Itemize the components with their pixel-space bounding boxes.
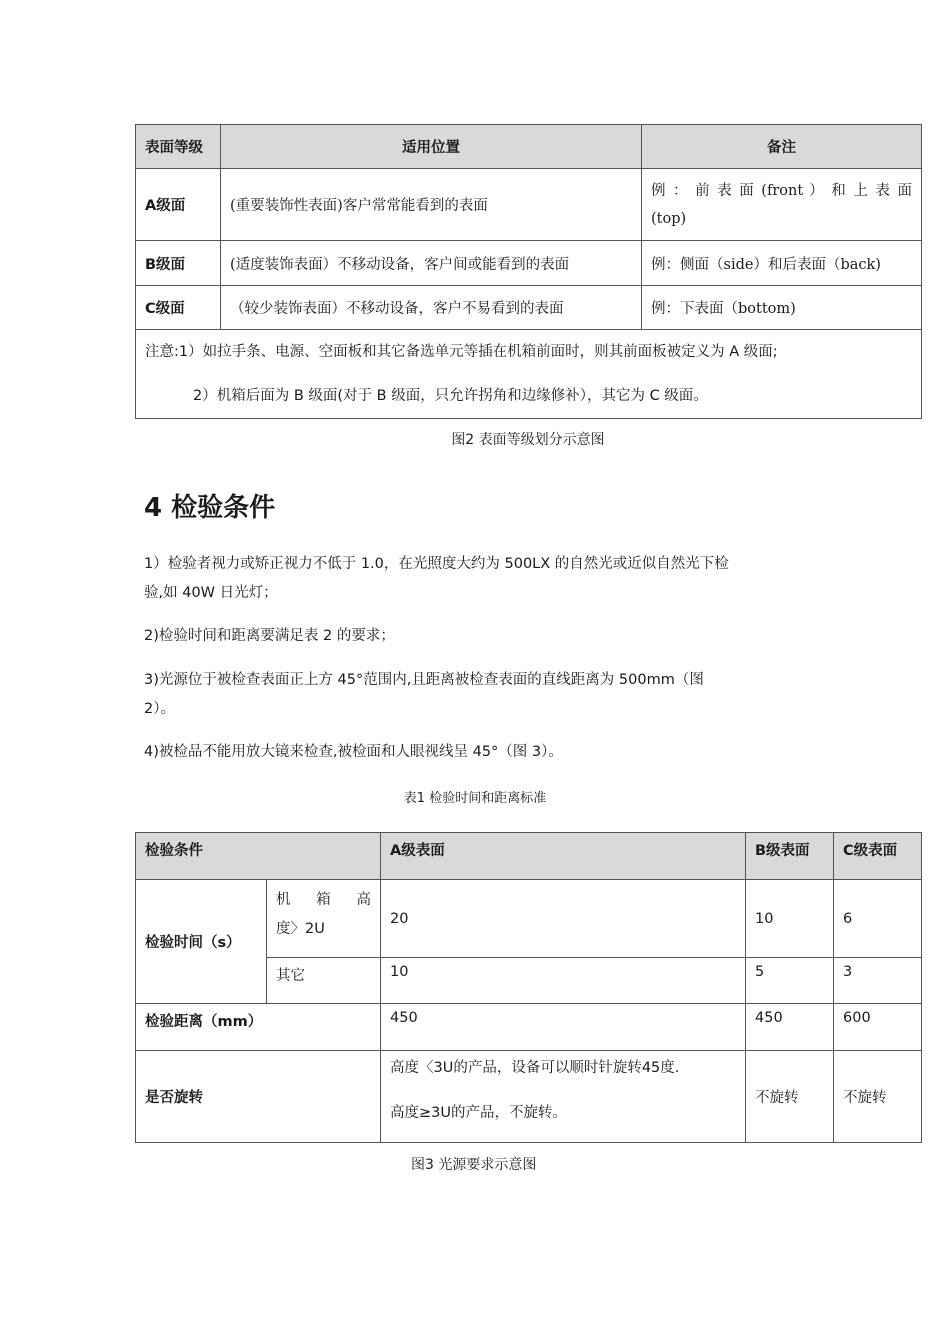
paragraph <box>144 666 844 724</box>
header-note: 备注 <box>642 125 922 169</box>
sub-condition <box>267 880 381 958</box>
note-text: 注意:1）如拉手条、电源、空面板和其它备选单元等插在机箱前面时，则其前面板被定义为 A 级面; <box>145 344 778 360</box>
figure-caption: 图3 光源要求示意图 <box>411 1157 537 1173</box>
table-row <box>136 241 922 286</box>
inspection-table <box>135 832 922 1143</box>
position-cell: (适度装饰表面）不移动设备，客户间或能看到的表面 <box>221 241 642 286</box>
grade-cell: B级面 <box>136 241 221 286</box>
surface-grade-table <box>135 124 922 419</box>
value-cell: 6 <box>834 880 922 958</box>
paragraph-line: 1）检验者视力或矫正视力不低于 1.0，在光照度大约为 500LX 的自然光或近似自然光下检 <box>144 556 729 572</box>
note-cell: 例：侧面（side）和后表面（back) <box>642 241 922 286</box>
value-cell: 5 <box>746 958 834 1004</box>
distance-label: 检验距离（mm） <box>136 1004 381 1051</box>
note-line: (top) <box>651 210 687 227</box>
value-cell: 3 <box>834 958 922 1004</box>
grade-cell: A级面 <box>136 169 221 241</box>
table-row <box>136 880 922 958</box>
paragraph: 4)被检品不能用放大镜来检查,被检面和人眼视线呈 45°（图 3）。 <box>144 744 563 760</box>
note-text: 2）机箱后面为 B 级面(对于 B 级面，只允许拐角和边缘修补），其它为 C 级面。 <box>193 388 708 404</box>
paragraph <box>144 550 844 608</box>
value-cell: 450 <box>381 1004 746 1051</box>
table-note <box>136 330 922 419</box>
rotate-cell <box>381 1051 746 1143</box>
sub-condition-line: 机 箱 高 <box>276 892 371 908</box>
paragraph: 2)检验时间和距离要满足表 2 的要求； <box>144 628 395 644</box>
table-row <box>136 286 922 330</box>
position-cell: (重要装饰性表面)客户常常能看到的表面 <box>221 169 642 241</box>
sub-condition: 其它 <box>267 958 381 1004</box>
time-label: 检验时间（s） <box>136 880 267 1004</box>
table-row <box>136 169 922 241</box>
rotate-label: 是否旋转 <box>136 1051 381 1143</box>
note-cell <box>642 169 922 241</box>
rotate-line: 高度≥3U的产品，不旋转。 <box>390 1105 567 1121</box>
paragraph-line: 3)光源位于被检查表面正上方 45°范围内,且距离被检查表面的直线距离为 500mm（图 <box>144 672 704 688</box>
note-cell: 例：下表面（bottom) <box>642 286 922 330</box>
table-row <box>136 1051 922 1143</box>
table-row <box>136 1004 922 1051</box>
header-grade-c: C级表面 <box>834 833 922 880</box>
value-cell: 10 <box>381 958 746 1004</box>
section-title: 4 检验条件 <box>144 493 276 523</box>
paragraph-line: 验,如 40W 日光灯； <box>144 585 278 601</box>
table-caption: 表1 检验时间和距离标准 <box>403 791 547 806</box>
header-condition: 检验条件 <box>136 833 381 880</box>
rotate-line: 高度〈3U的产品，设备可以顺时针旋转45度. <box>390 1060 680 1076</box>
value-cell: 20 <box>381 880 746 958</box>
value-cell: 600 <box>834 1004 922 1051</box>
header-grade-b: B级表面 <box>746 833 834 880</box>
table-note-row <box>136 330 922 419</box>
value-cell: 450 <box>746 1004 834 1051</box>
header-position: 适用位置 <box>221 125 642 169</box>
value-cell: 不旋转 <box>834 1051 922 1143</box>
header-grade-a: A级表面 <box>381 833 746 880</box>
header-grade: 表面等级 <box>136 125 221 169</box>
sub-condition-line: 度〉2U <box>276 921 325 937</box>
grade-cell: C级面 <box>136 286 221 330</box>
value-cell: 10 <box>746 880 834 958</box>
note-line: 例 ： 前 表 面 (front ） 和 上 表 面 <box>651 182 912 199</box>
value-cell: 不旋转 <box>746 1051 834 1143</box>
position-cell: （较少装饰表面）不移动设备，客户不易看到的表面 <box>221 286 642 330</box>
figure-caption: 图2 表面等级划分示意图 <box>451 432 605 448</box>
paragraph-line: 2）。 <box>144 701 175 717</box>
